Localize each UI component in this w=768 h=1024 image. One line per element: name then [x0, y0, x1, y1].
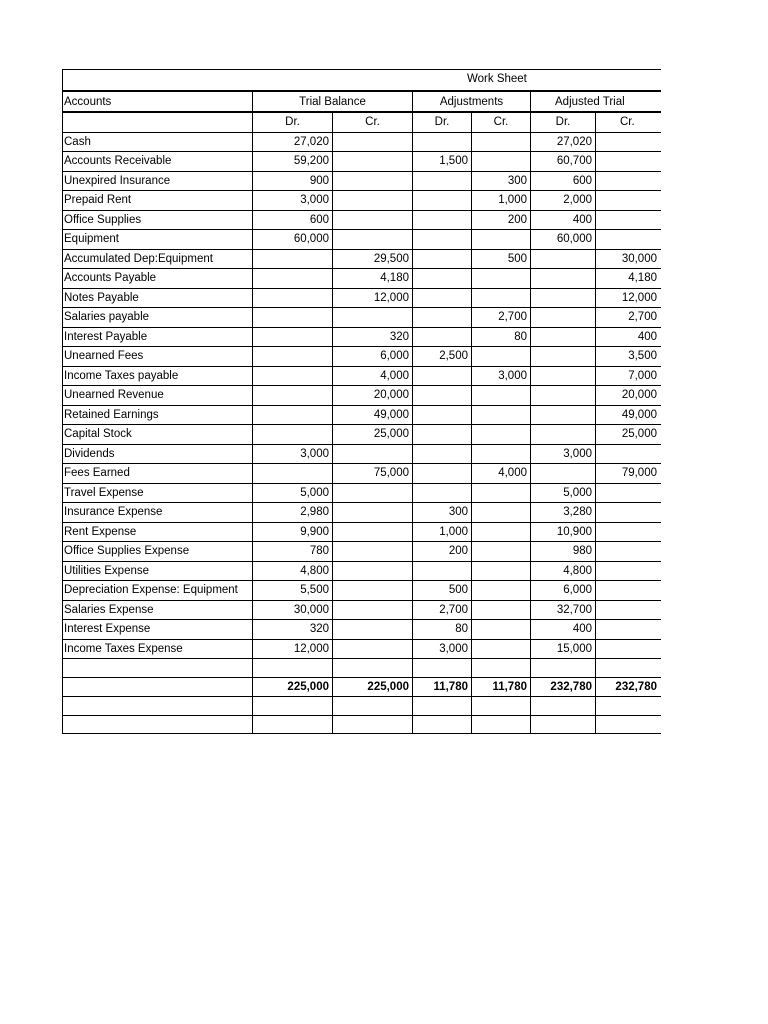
subheader-atb-dr: Dr.: [531, 112, 596, 132]
trial-balance-header: Trial Balance: [253, 91, 413, 112]
amount-tb-dr: [253, 288, 333, 308]
amount-tb-cr: [333, 308, 413, 328]
amount-atb-cr: [596, 620, 662, 640]
amount-tb-cr: [333, 697, 413, 716]
amount-adj-cr: [472, 639, 531, 659]
amount-adj-dr: [413, 269, 472, 289]
account-name: Income Taxes payable: [63, 366, 253, 386]
amount-tb-dr: 3,000: [253, 191, 333, 211]
amount-tb-cr: 75,000: [333, 464, 413, 484]
amount-tb-dr: [253, 249, 333, 269]
amount-atb-cr: 400: [596, 327, 662, 347]
table-row: [63, 581, 662, 601]
table-row: [63, 366, 662, 386]
amount-adj-cr: [472, 522, 531, 542]
amount-adj-dr: 11,780: [413, 677, 472, 697]
amount-tb-dr: 225,000: [253, 677, 333, 697]
amount-atb-cr: [596, 522, 662, 542]
amount-adj-cr: 3,000: [472, 366, 531, 386]
amount-atb-cr: [596, 132, 662, 152]
amount-atb-dr: [531, 715, 596, 734]
table-row: [63, 191, 662, 211]
amount-adj-dr: [413, 249, 472, 269]
amount-adj-dr: 2,700: [413, 600, 472, 620]
amount-atb-cr: [596, 659, 662, 678]
subheader-tb-dr: Dr.: [253, 112, 333, 132]
table-row: [63, 230, 662, 250]
amount-adj-dr: [413, 191, 472, 211]
amount-tb-dr: 30,000: [253, 600, 333, 620]
table-row: [63, 347, 662, 367]
table-row: [63, 600, 662, 620]
amount-adj-cr: [472, 347, 531, 367]
amount-atb-cr: [596, 639, 662, 659]
amount-atb-cr: 12,000: [596, 288, 662, 308]
amount-atb-dr: 10,900: [531, 522, 596, 542]
amount-tb-dr: [253, 386, 333, 406]
amount-adj-dr: [413, 444, 472, 464]
adjusted-trial-header: Adjusted Trial: [531, 91, 662, 112]
amount-atb-dr: 60,000: [531, 230, 596, 250]
amount-adj-dr: 1,000: [413, 522, 472, 542]
account-name: Accumulated Dep:Equipment: [63, 249, 253, 269]
amount-atb-dr: [531, 249, 596, 269]
table-row: [63, 132, 662, 152]
amount-atb-dr: 6,000: [531, 581, 596, 601]
amount-tb-dr: [253, 715, 333, 734]
table-row: [63, 327, 662, 347]
work-sheet: [62, 69, 661, 734]
blank-row: [63, 715, 662, 734]
amount-tb-dr: [253, 327, 333, 347]
amount-adj-dr: [413, 561, 472, 581]
amount-adj-cr: [472, 230, 531, 250]
amount-atb-dr: 980: [531, 542, 596, 562]
account-name: Travel Expense: [63, 483, 253, 503]
amount-tb-dr: 60,000: [253, 230, 333, 250]
amount-atb-cr: [596, 561, 662, 581]
amount-adj-cr: 1,000: [472, 191, 531, 211]
group-header-row: [63, 91, 662, 112]
table-row: [63, 464, 662, 484]
amount-adj-dr: [413, 366, 472, 386]
amount-atb-dr: 15,000: [531, 639, 596, 659]
amount-tb-cr: [333, 210, 413, 230]
amount-atb-dr: [531, 386, 596, 406]
table-row: [63, 249, 662, 269]
amount-tb-cr: [333, 171, 413, 191]
amount-atb-dr: [531, 347, 596, 367]
amount-tb-dr: 5,000: [253, 483, 333, 503]
amount-atb-cr: 3,500: [596, 347, 662, 367]
amount-adj-cr: [472, 444, 531, 464]
amount-adj-dr: 300: [413, 503, 472, 523]
amount-adj-cr: 80: [472, 327, 531, 347]
amount-tb-cr: [333, 715, 413, 734]
amount-adj-cr: 4,000: [472, 464, 531, 484]
amount-tb-cr: 49,000: [333, 405, 413, 425]
amount-tb-cr: 225,000: [333, 677, 413, 697]
accounts-header: Accounts: [63, 91, 253, 112]
amount-tb-cr: [333, 132, 413, 152]
amount-adj-cr: [472, 503, 531, 523]
account-name: Depreciation Expense: Equipment: [63, 581, 253, 601]
amount-atb-cr: [596, 171, 662, 191]
account-name: Salaries payable: [63, 308, 253, 328]
amount-atb-dr: 400: [531, 620, 596, 640]
table-row: [63, 503, 662, 523]
amount-adj-dr: [413, 659, 472, 678]
amount-tb-cr: 4,180: [333, 269, 413, 289]
account-name: Retained Earnings: [63, 405, 253, 425]
amount-tb-dr: [253, 347, 333, 367]
sheet-title: Work Sheet: [467, 73, 527, 85]
amount-adj-dr: [413, 327, 472, 347]
amount-tb-cr: 29,500: [333, 249, 413, 269]
amount-adj-cr: [472, 425, 531, 445]
amount-adj-cr: [472, 581, 531, 601]
amount-atb-dr: [531, 697, 596, 716]
table-row: [63, 425, 662, 445]
amount-atb-cr: [596, 444, 662, 464]
amount-tb-cr: [333, 483, 413, 503]
account-name: [63, 659, 253, 678]
amount-tb-dr: [253, 659, 333, 678]
amount-adj-cr: [472, 600, 531, 620]
amount-adj-cr: [472, 288, 531, 308]
amount-atb-cr: 7,000: [596, 366, 662, 386]
amount-atb-cr: [596, 210, 662, 230]
amount-tb-cr: [333, 542, 413, 562]
amount-tb-dr: 900: [253, 171, 333, 191]
amount-atb-cr: [596, 542, 662, 562]
amount-tb-cr: [333, 230, 413, 250]
amount-atb-dr: [531, 327, 596, 347]
amount-tb-cr: [333, 639, 413, 659]
amount-atb-cr: [596, 152, 662, 172]
amount-tb-dr: 2,980: [253, 503, 333, 523]
amount-atb-cr: 2,700: [596, 308, 662, 328]
amount-atb-dr: 2,000: [531, 191, 596, 211]
amount-atb-cr: [596, 600, 662, 620]
table-row: [63, 308, 662, 328]
amount-tb-dr: [253, 697, 333, 716]
amount-adj-dr: [413, 464, 472, 484]
amount-tb-cr: 25,000: [333, 425, 413, 445]
amount-atb-cr: [596, 483, 662, 503]
amount-adj-cr: [472, 659, 531, 678]
amount-atb-cr: 30,000: [596, 249, 662, 269]
account-name: Prepaid Rent: [63, 191, 253, 211]
table-row: [63, 288, 662, 308]
amount-atb-cr: 25,000: [596, 425, 662, 445]
account-name: Utilities Expense: [63, 561, 253, 581]
amount-atb-dr: 32,700: [531, 600, 596, 620]
title-row: [62, 69, 661, 90]
amount-atb-dr: [531, 366, 596, 386]
amount-tb-cr: [333, 503, 413, 523]
table-row: [63, 561, 662, 581]
amount-adj-dr: 200: [413, 542, 472, 562]
amount-atb-dr: [531, 308, 596, 328]
amount-adj-dr: [413, 288, 472, 308]
amount-tb-dr: [253, 405, 333, 425]
amount-adj-cr: [472, 483, 531, 503]
amount-adj-dr: [413, 715, 472, 734]
amount-adj-dr: [413, 308, 472, 328]
subheader-adj-dr: Dr.: [413, 112, 472, 132]
account-name: Notes Payable: [63, 288, 253, 308]
account-name: Unearned Revenue: [63, 386, 253, 406]
amount-tb-cr: 6,000: [333, 347, 413, 367]
account-name: Accounts Receivable: [63, 152, 253, 172]
account-name: Equipment: [63, 230, 253, 250]
amount-adj-cr: [472, 132, 531, 152]
amount-atb-dr: 3,000: [531, 444, 596, 464]
amount-atb-dr: 60,700: [531, 152, 596, 172]
amount-tb-dr: 12,000: [253, 639, 333, 659]
amount-atb-cr: [596, 715, 662, 734]
table-row: [63, 152, 662, 172]
subheader-tb-cr: Cr.: [333, 112, 413, 132]
amount-adj-cr: [472, 152, 531, 172]
amount-tb-dr: 3,000: [253, 444, 333, 464]
amount-adj-dr: [413, 483, 472, 503]
amount-tb-cr: 320: [333, 327, 413, 347]
amount-tb-dr: 5,500: [253, 581, 333, 601]
amount-tb-cr: [333, 191, 413, 211]
amount-adj-cr: 200: [472, 210, 531, 230]
account-name: Interest Expense: [63, 620, 253, 640]
amount-adj-dr: 1,500: [413, 152, 472, 172]
amount-adj-cr: [472, 542, 531, 562]
account-name: Rent Expense: [63, 522, 253, 542]
amount-adj-cr: [472, 269, 531, 289]
amount-atb-dr: [531, 269, 596, 289]
amount-atb-cr: [596, 503, 662, 523]
account-name: Dividends: [63, 444, 253, 464]
amount-tb-cr: [333, 152, 413, 172]
amount-atb-cr: 49,000: [596, 405, 662, 425]
amount-atb-dr: [531, 425, 596, 445]
table-row: [63, 210, 662, 230]
amount-adj-cr: [472, 697, 531, 716]
account-name: Office Supplies: [63, 210, 253, 230]
amount-adj-cr: [472, 715, 531, 734]
amount-tb-dr: 4,800: [253, 561, 333, 581]
subheader-blank: [63, 112, 253, 132]
amount-atb-cr: [596, 191, 662, 211]
amount-tb-cr: [333, 581, 413, 601]
amount-atb-dr: 5,000: [531, 483, 596, 503]
amount-tb-dr: [253, 464, 333, 484]
amount-tb-dr: [253, 425, 333, 445]
account-name: Accounts Payable: [63, 269, 253, 289]
amount-tb-cr: [333, 561, 413, 581]
amount-adj-cr: [472, 561, 531, 581]
account-name: Unexpired Insurance: [63, 171, 253, 191]
amount-adj-cr: 11,780: [472, 677, 531, 697]
amount-tb-dr: [253, 366, 333, 386]
amount-atb-dr: 400: [531, 210, 596, 230]
amount-adj-dr: 2,500: [413, 347, 472, 367]
table-row: [63, 483, 662, 503]
table-row: [63, 386, 662, 406]
account-name: [63, 715, 253, 734]
amount-atb-dr: 4,800: [531, 561, 596, 581]
amount-tb-cr: [333, 444, 413, 464]
amount-tb-cr: 20,000: [333, 386, 413, 406]
amount-adj-dr: [413, 210, 472, 230]
account-name: Income Taxes Expense: [63, 639, 253, 659]
adjustments-header: Adjustments: [413, 91, 531, 112]
blank-row: [63, 659, 662, 678]
amount-adj-dr: [413, 697, 472, 716]
amount-adj-cr: [472, 386, 531, 406]
amount-adj-dr: [413, 405, 472, 425]
amount-adj-dr: [413, 171, 472, 191]
blank-row: [63, 697, 662, 716]
amount-tb-dr: [253, 269, 333, 289]
subheader-atb-cr: Cr.: [596, 112, 662, 132]
amount-tb-cr: [333, 620, 413, 640]
amount-adj-cr: [472, 620, 531, 640]
amount-atb-dr: [531, 288, 596, 308]
amount-atb-dr: 232,780: [531, 677, 596, 697]
amount-tb-cr: [333, 522, 413, 542]
account-name: [63, 677, 253, 697]
table-row: [63, 522, 662, 542]
amount-atb-dr: 27,020: [531, 132, 596, 152]
amount-tb-cr: [333, 600, 413, 620]
amount-tb-cr: [333, 659, 413, 678]
table-row: [63, 444, 662, 464]
table-row: [63, 269, 662, 289]
account-name: Salaries Expense: [63, 600, 253, 620]
totals-row: [63, 677, 662, 697]
amount-tb-dr: 59,200: [253, 152, 333, 172]
amount-adj-cr: 500: [472, 249, 531, 269]
amount-atb-dr: [531, 659, 596, 678]
amount-atb-cr: 79,000: [596, 464, 662, 484]
table-row: [63, 620, 662, 640]
table-row: [63, 171, 662, 191]
amount-adj-cr: 2,700: [472, 308, 531, 328]
amount-adj-dr: [413, 386, 472, 406]
amount-atb-dr: 3,280: [531, 503, 596, 523]
subheader-row: [63, 112, 662, 132]
amount-atb-dr: 600: [531, 171, 596, 191]
amount-atb-cr: [596, 581, 662, 601]
amount-adj-cr: [472, 405, 531, 425]
amount-adj-dr: 80: [413, 620, 472, 640]
worksheet-table: [62, 90, 661, 734]
account-name: Capital Stock: [63, 425, 253, 445]
account-name: [63, 697, 253, 716]
table-row: [63, 639, 662, 659]
subheader-adj-cr: Cr.: [472, 112, 531, 132]
account-name: Interest Payable: [63, 327, 253, 347]
amount-adj-cr: 300: [472, 171, 531, 191]
amount-tb-cr: 4,000: [333, 366, 413, 386]
amount-atb-cr: [596, 697, 662, 716]
amount-tb-dr: [253, 308, 333, 328]
amount-tb-dr: 780: [253, 542, 333, 562]
amount-tb-dr: 600: [253, 210, 333, 230]
table-row: [63, 542, 662, 562]
account-name: Office Supplies Expense: [63, 542, 253, 562]
table-row: [63, 405, 662, 425]
account-name: Unearned Fees: [63, 347, 253, 367]
amount-atb-cr: [596, 230, 662, 250]
amount-atb-cr: 4,180: [596, 269, 662, 289]
amount-tb-dr: 9,900: [253, 522, 333, 542]
amount-tb-dr: 27,020: [253, 132, 333, 152]
amount-adj-dr: 3,000: [413, 639, 472, 659]
amount-atb-cr: 232,780: [596, 677, 662, 697]
amount-adj-dr: [413, 132, 472, 152]
amount-adj-dr: [413, 230, 472, 250]
amount-atb-dr: [531, 464, 596, 484]
amount-tb-cr: 12,000: [333, 288, 413, 308]
amount-adj-dr: 500: [413, 581, 472, 601]
amount-atb-cr: 20,000: [596, 386, 662, 406]
account-name: Cash: [63, 132, 253, 152]
amount-adj-dr: [413, 425, 472, 445]
amount-atb-dr: [531, 405, 596, 425]
account-name: Insurance Expense: [63, 503, 253, 523]
account-name: Fees Earned: [63, 464, 253, 484]
amount-tb-dr: 320: [253, 620, 333, 640]
